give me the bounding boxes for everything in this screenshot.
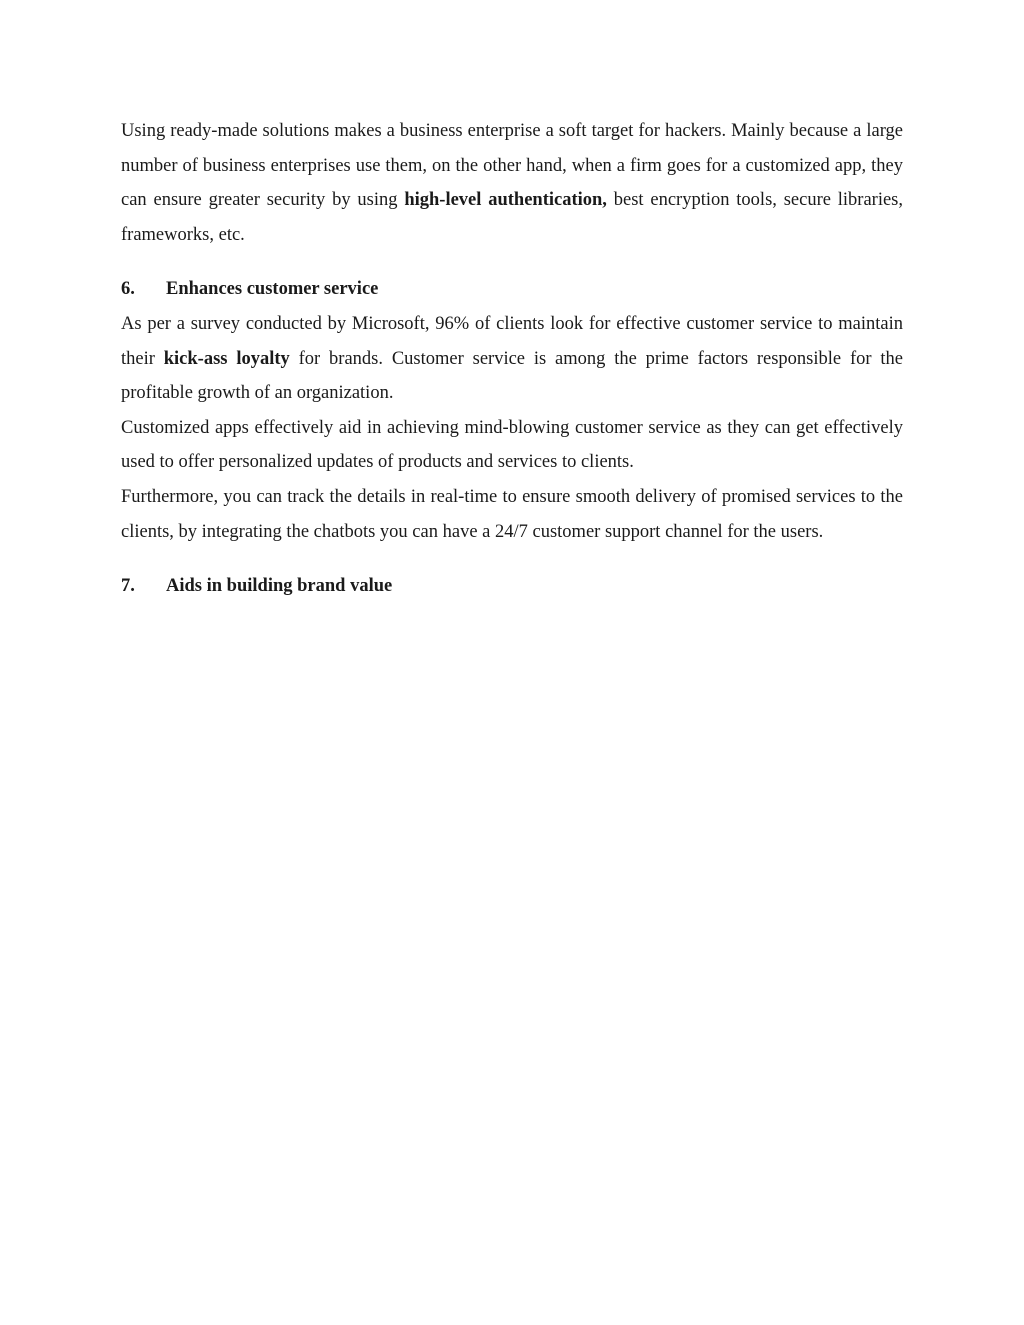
section-6-p1-end: for brands. Customer service is among the prime factors responsible for the profitable growth of an organization.	[121, 348, 903, 404]
section-6-p1-start: As per a survey conducted by Microsoft, 96% of clients look for effective customer service to maintain their	[121, 313, 903, 369]
intro-paragraph	[121, 114, 903, 252]
section-7-heading	[121, 569, 903, 604]
intro-text-start: Using ready-made solutions makes a business enterprise a soft target for hackers. Mainly because a large number of business enterprises use them, on the other hand, when a firm goes for a customized app, they can ensure greater security by using	[121, 121, 903, 211]
section-spacer	[121, 549, 903, 569]
intro-text-end: best encryption tools, secure libraries, frameworks, etc.	[121, 190, 903, 245]
section-6-p1-bold: kick-ass loyalty	[163, 348, 290, 369]
intro-bold-phrase: high-level authentication,	[404, 190, 607, 211]
section-spacer	[121, 252, 903, 272]
section-6-paragraph-3: Furthermore, you can track the details in real-time to ensure smooth delivery of promised services to the clients, by integrating the chatbots you can have a 24/7 customer support channel for the users.	[121, 486, 903, 542]
section-6-paragraph-1	[121, 307, 903, 411]
document-page	[121, 114, 903, 604]
section-7-number: 7.	[121, 576, 135, 597]
section-6-heading	[121, 272, 903, 307]
section-6-title: Enhances customer service	[166, 279, 379, 300]
section-6-number: 6.	[121, 279, 135, 300]
section-6-paragraph-2: Customized apps effectively aid in achieving mind-blowing customer service as they can get effectively used to offer personalized updates of products and services to clients.	[121, 417, 903, 473]
section-7-title: Aids in building brand value	[166, 576, 393, 597]
